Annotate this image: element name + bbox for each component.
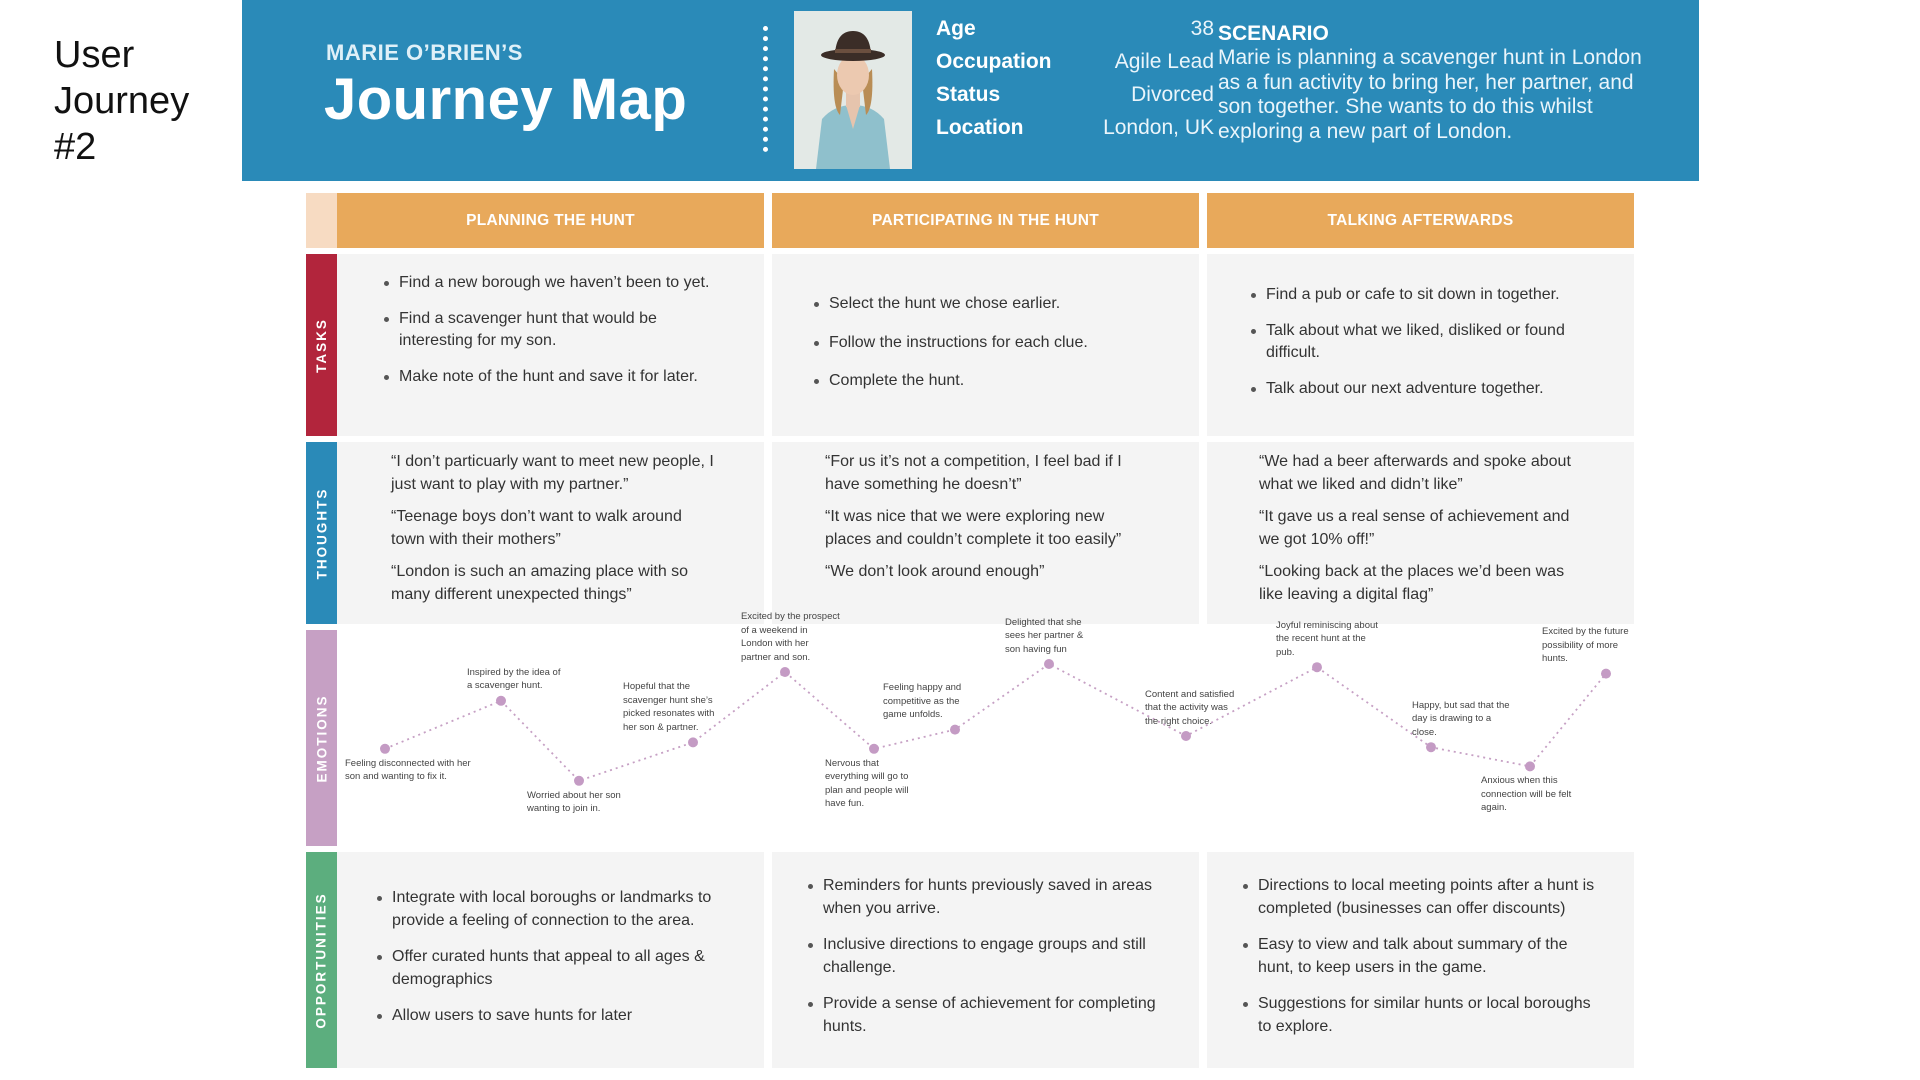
profile-status-label: Status <box>936 83 1001 106</box>
opps-cell-participating <box>772 852 1199 1068</box>
emotion-label <box>825 757 915 827</box>
scenario-title: SCENARIO <box>1218 22 1329 45</box>
emotion-point <box>1044 659 1054 669</box>
tasks-cell-talking <box>1207 254 1634 436</box>
opportunity-item: Offer curated hunts that appeal to all ages & demographics <box>375 946 724 991</box>
side-title-line: User <box>54 34 135 76</box>
emotion-label-text: Delighted that she sees her partner & son having fun <box>1005 616 1084 655</box>
thought-quote: “We had a beer afterwards and spoke about what we liked and didn’t like” <box>1259 453 1571 493</box>
opportunity-item: Allow users to save hunts for later <box>375 1005 724 1028</box>
thought-quote: “London is such an amazing place with so many different unexpected things” <box>391 563 689 603</box>
emotion-label <box>1276 589 1386 659</box>
emotion-label-box <box>741 594 841 664</box>
emotion-label <box>467 623 567 693</box>
task-item: Find a new borough we haven’t been to yet. <box>382 272 724 295</box>
tasks-cell-participating <box>772 254 1199 436</box>
emotion-point <box>496 696 506 706</box>
task-item: Find a pub or cafe to sit down in together. <box>1249 284 1574 307</box>
emotion-label-box <box>1542 596 1642 666</box>
emotion-label-text: Joyful reminiscing about the recent hunt at the pub. <box>1276 619 1378 658</box>
dotted-divider <box>763 26 768 152</box>
emotion-label-text: Happy, but sad that the day is drawing to a close. <box>1412 699 1510 738</box>
opportunity-item: Inclusive directions to engage groups and still challenge. <box>806 934 1159 979</box>
thought-quote: “For us it’s not a competition, I feel bad if I have something he doesn’t” <box>825 453 1122 493</box>
task-item: Complete the hunt. <box>812 370 1159 393</box>
opps-cell-talking <box>1207 852 1634 1068</box>
emotion-point <box>1426 742 1436 752</box>
emotion-label-box <box>1276 589 1386 659</box>
profile-status-value: Divorced <box>1131 83 1214 106</box>
opportunity-item: Provide a sense of achievement for completing hunts. <box>806 993 1159 1038</box>
emotion-label-text: Anxious when this connection will be felt again. <box>1481 775 1572 814</box>
emotion-point <box>1525 761 1535 771</box>
thoughts-cell-planning <box>337 442 764 624</box>
row-label-text: OPPORTUNITIES <box>314 891 330 1029</box>
thought-quote: “It gave us a real sense of achievement and we got 10% off!” <box>1259 508 1570 548</box>
emotion-label-text: Worried about her son wanting to join in. <box>527 789 621 815</box>
opportunity-item: Directions to local meeting points after a hunt is completed (businesses can offer discounts) <box>1241 875 1604 920</box>
emotion-label-box <box>1005 586 1095 656</box>
emotion-label-box <box>1145 658 1240 728</box>
emotion-point <box>1312 662 1322 672</box>
stage-participating-header: PARTICIPATING IN THE HUNT <box>772 193 1199 248</box>
emotion-label <box>1542 596 1642 666</box>
emotion-label-box <box>623 664 723 734</box>
emotion-label-text: Content and satisfied that the activity was the right choice. <box>1145 688 1235 727</box>
emotion-label <box>883 652 973 722</box>
emotion-point <box>380 744 390 754</box>
profile-occupation-label: Occupation <box>936 50 1052 73</box>
profile-age-label: Age <box>936 17 976 40</box>
row-label-text: TASKS <box>314 317 330 373</box>
emotion-curve <box>337 611 1634 850</box>
emotion-label-text: Excited by the prospect of a weekend in London with her partner and son. <box>741 611 840 663</box>
emotion-label-box <box>527 789 637 859</box>
emotion-point <box>688 737 698 747</box>
side-title <box>54 32 254 170</box>
persona-photo <box>794 11 912 169</box>
thought-quote: “Teenage boys don’t want to walk around town with their mothers” <box>391 508 682 548</box>
opps-cell-planning <box>337 852 764 1068</box>
scenario-text: Marie is planning a scavenger hunt in London as a fun activity to bring her, her partner, and son together. She wants to do this whilst exploring a new part of London. <box>1218 46 1642 143</box>
persona-name: MARIE O’BRIEN’S <box>326 40 523 65</box>
profile-location-value: London, UK <box>1103 116 1214 139</box>
stage-planning-header: PLANNING THE HUNT <box>337 193 764 248</box>
side-title-line: #2 <box>54 126 97 168</box>
emotion-point <box>869 744 879 754</box>
emotion-label-text: Feeling happy and competitive as the game unfolds. <box>883 682 962 721</box>
stage-talking-header: TALKING AFTERWARDS <box>1207 193 1634 248</box>
emotion-label-text: Feeling disconnected with her son and wanting to fix it. <box>345 757 471 783</box>
emotion-label-box <box>345 757 485 827</box>
opportunity-item: Integrate with local boroughs or landmarks to provide a feeling of connection to the area. <box>375 887 724 932</box>
emotion-point <box>1181 731 1191 741</box>
emotion-label-box <box>467 623 567 693</box>
opportunity-item: Suggestions for similar hunts or local boroughs to explore. <box>1241 993 1604 1038</box>
emotion-label <box>1005 586 1095 656</box>
profile-location-label: Location <box>936 116 1024 139</box>
emotion-point <box>574 776 584 786</box>
row-label-text: EMOTIONS <box>314 693 330 783</box>
emotion-label-text: Excited by the future possibility of more hunts. <box>1542 626 1629 665</box>
emotion-label <box>1412 669 1512 739</box>
emotion-label <box>527 789 637 859</box>
emotion-label-text: Hopeful that the scavenger hunt she’s picked resonates with her son & partner. <box>623 681 715 733</box>
emotion-label-box <box>883 652 973 722</box>
task-item: Follow the instructions for each clue. <box>812 332 1159 355</box>
thought-quote: “We don’t look around enough” <box>825 563 1045 580</box>
emotion-label-box <box>1481 774 1591 844</box>
page-title: Journey Map <box>324 67 688 132</box>
emotion-label <box>741 594 841 664</box>
emotion-label-box <box>1412 669 1512 739</box>
row-label-opportunities <box>306 852 337 1068</box>
header-corner <box>306 193 337 248</box>
emotion-point <box>1601 669 1611 679</box>
emotion-point <box>780 667 790 677</box>
task-item: Make note of the hunt and save it for later. <box>382 366 724 389</box>
emotion-label-box <box>825 757 915 827</box>
header-banner <box>242 0 1699 181</box>
emotion-point <box>950 725 960 735</box>
emotion-label <box>1145 658 1240 728</box>
thought-quote: “I don’t particuarly want to meet new people, I just want to play with my partner.” <box>391 453 714 493</box>
row-label-tasks <box>306 254 337 436</box>
thought-quote: “It was nice that we were exploring new places and couldn’t complete it too easily” <box>825 508 1122 548</box>
profile-age-value: 38 <box>1190 17 1214 40</box>
emotion-label <box>1481 774 1591 844</box>
profile-occupation-value: Agile Lead <box>1114 50 1214 73</box>
opportunity-item: Easy to view and talk about summary of the hunt, to keep users in the game. <box>1241 934 1604 979</box>
task-item: Find a scavenger hunt that would be interesting for my son. <box>382 308 724 353</box>
emotion-label <box>623 664 723 734</box>
row-label-text: THOUGHTS <box>314 487 329 579</box>
thought-quote: “Looking back at the places we’d been was like leaving a digital flag” <box>1259 563 1565 603</box>
opportunity-item: Reminders for hunts previously saved in areas when you arrive. <box>806 875 1159 920</box>
task-item: Select the hunt we chose earlier. <box>812 293 1159 316</box>
task-item: Talk about our next adventure together. <box>1249 378 1574 401</box>
row-label-emotions <box>306 630 337 846</box>
tasks-cell-planning <box>337 254 764 436</box>
emotion-label-text: Nervous that everything will go to plan and people will have fun. <box>825 757 909 810</box>
emotion-label-text: Inspired by the idea of a scavenger hunt. <box>467 666 561 692</box>
side-title-line: Journey <box>54 80 190 122</box>
task-item: Talk about what we liked, disliked or found difficult. <box>1249 320 1574 365</box>
row-label-thoughts <box>306 442 337 624</box>
emotion-label <box>345 757 485 827</box>
